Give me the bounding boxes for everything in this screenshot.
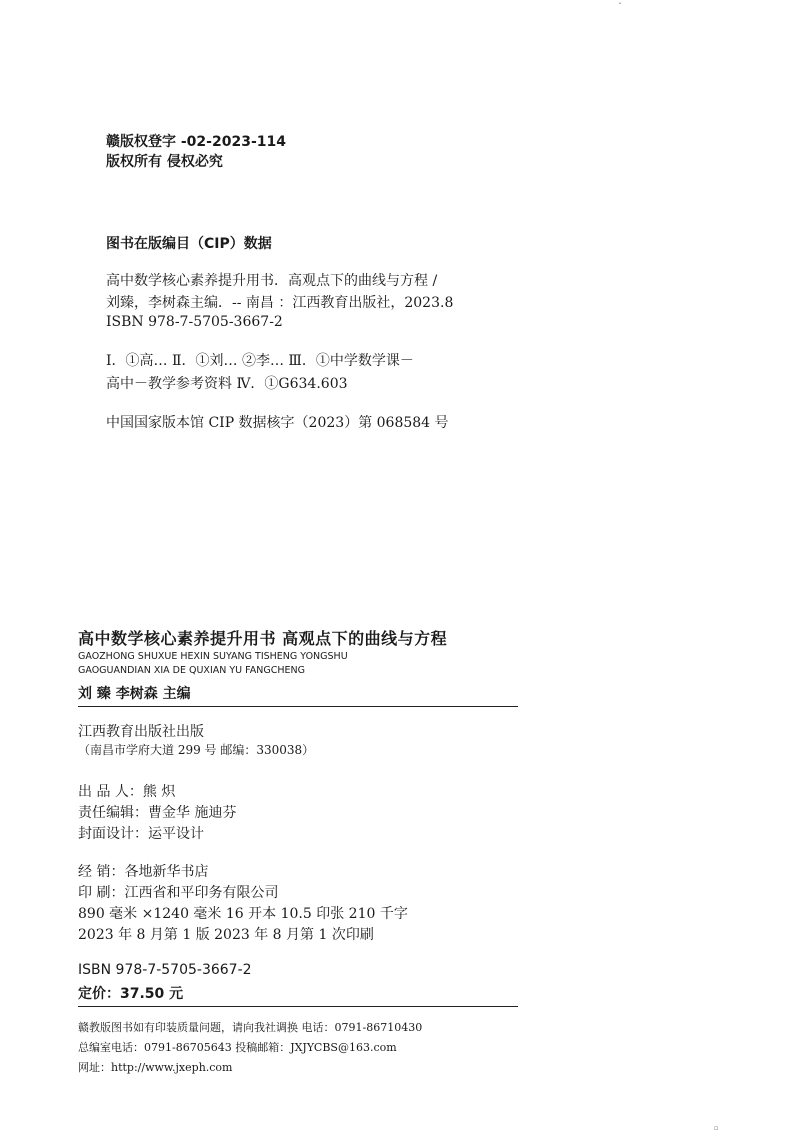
price: 定价：37.50 元 [78,986,184,1002]
distribution-line: 2023 年 8 月第 1 版 2023 年 8 月第 1 次印刷 [78,927,374,943]
credit-line: 出 品 人：熊 炽 [78,784,176,800]
credit-line: 封面设计：运平设计 [78,826,204,842]
book-title: 高中数学核心素养提升用书 高观点下的曲线与方程 [78,629,448,648]
cip-classification-line: 高中－教学参考资料 Ⅳ．①G634.603 [106,376,348,392]
footer-line: 总编室电话：0791-86705643 投稿邮箱：JXJYCBS@163.com [78,1041,397,1054]
cip-classification-line: Ⅰ．①高… Ⅱ．①刘… ②李… Ⅲ．①中学数学课－ [106,353,414,369]
book-subtitle-pinyin: GAOGUANDIAN XIA DE QUXIAN YU FANGCHENG [78,665,305,676]
publisher-address: （南昌市学府大道 299 号 邮编：330038） [78,743,315,757]
distribution-line: 经 销：各地新华书店 [78,864,209,880]
distribution-line: 印 刷：江西省和平印务有限公司 [78,885,279,901]
scan-speck: ▫ [714,1124,719,1132]
cip-entry-line: ISBN 978-7-5705-3667-2 [106,314,283,330]
divider [78,1006,518,1007]
isbn: ISBN 978-7-5705-3667-2 [78,962,252,978]
copyright-registration: 赣版权登字 -02-2023-114 [106,134,286,150]
footer-line: 网址：http://www.jxeph.com [78,1061,233,1074]
cip-heading: 图书在版编目（CIP）数据 [106,236,272,252]
divider [78,706,518,707]
credit-line: 责任编辑：曹金华 施迪芬 [78,805,237,821]
footer-line: 赣教版图书如有印装质量问题，请向我社调换 电话：0791-86710430 [78,1021,423,1034]
cip-entry-line: 刘臻，李树森主编．-- 南昌 ：江西教育出版社，2023.8 [106,295,454,311]
publisher-name: 江西教育出版社出版 [78,724,204,740]
cip-entry-line: 高中数学核心素养提升用书．高观点下的曲线与方程 / [106,273,438,289]
scan-speck: ˇ [618,2,622,11]
cip-record-number: 中国国家版本馆 CIP 数据核字（2023）第 068584 号 [106,415,449,431]
book-authors: 刘 臻 李树森 主编 [78,686,191,702]
distribution-line: 890 毫米 ×1240 毫米 16 开本 10.5 印张 210 千字 [78,906,408,922]
book-title-pinyin: GAOZHONG SHUXUE HEXIN SUYANG TISHENG YONGSHU [78,651,348,662]
copyright-rights: 版权所有 侵权必究 [106,154,223,170]
